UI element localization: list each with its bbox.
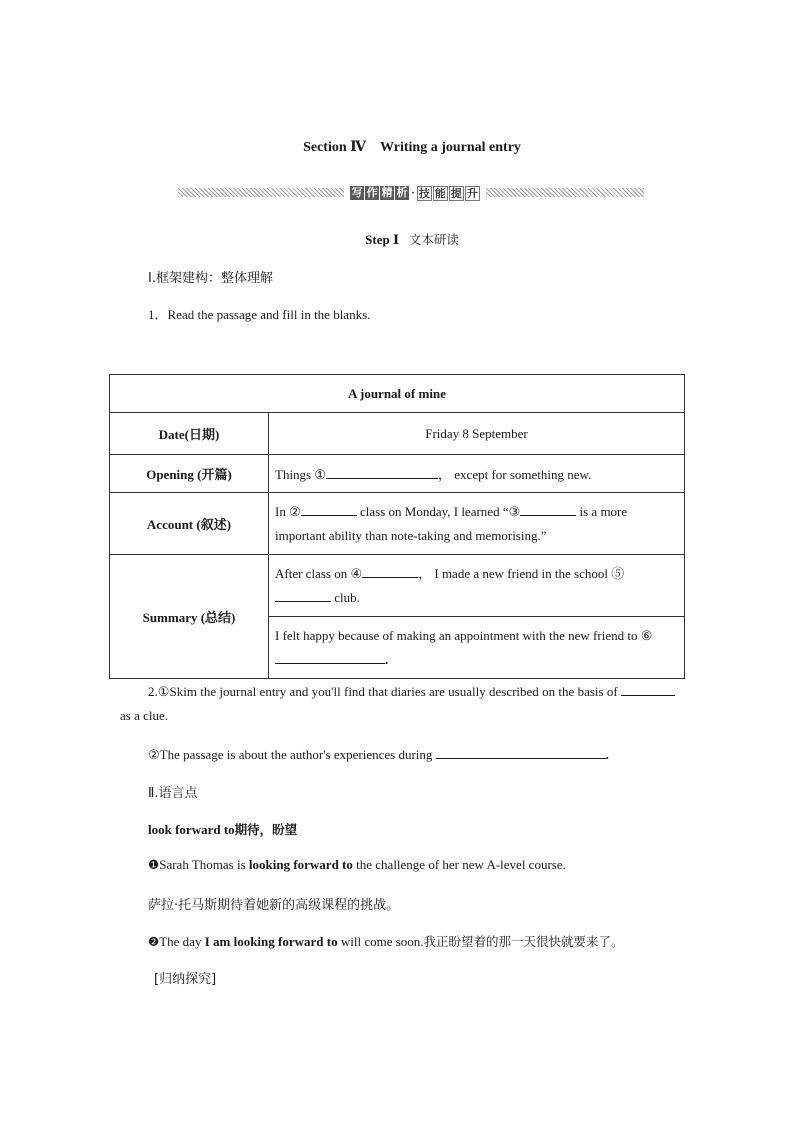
q2-text-d: .: [605, 747, 609, 762]
step-text: 文本研读: [408, 232, 459, 247]
part2-heading: Ⅱ.语言点: [148, 786, 198, 801]
banner-hatch-right: [486, 188, 644, 197]
banner-hatch-left: [178, 188, 344, 197]
blank-2[interactable]: [301, 503, 357, 516]
question-2-part-1: [120, 680, 675, 728]
row-content-summary-1: [269, 555, 685, 617]
example-1-post: the challenge of her new A-level course.: [352, 857, 566, 872]
summary-text-a: After class on ④: [275, 565, 363, 581]
q2-text-a: 2.①Skim the journal entry and you'll find that diaries are usually described on the basis of: [148, 684, 618, 699]
row-label-date: [110, 413, 269, 455]
row-content-account: [269, 493, 685, 555]
row-label-summary: Summary (总结): [110, 555, 269, 679]
summary-text-2a: I felt happy because of making an appointment with the new friend to ⑥: [275, 627, 653, 643]
summary-tag: [归纳探究]: [154, 972, 217, 987]
blank-q2-2[interactable]: [436, 746, 606, 759]
banner-char: 升: [466, 186, 478, 200]
account-text-a: In ②: [275, 503, 301, 519]
banner-char: 作: [366, 186, 378, 199]
example-1-translation: 萨拉·托马斯期待着她新的高级课程的挑战。: [148, 898, 400, 913]
row-label-account: Account (叙述): [110, 493, 269, 555]
blank-4[interactable]: [362, 565, 418, 578]
section-banner: [178, 184, 644, 202]
example-1: [148, 857, 566, 873]
blank-3[interactable]: [520, 503, 576, 516]
example-2-pre: The day: [159, 934, 205, 949]
banner-char: 写: [351, 186, 363, 199]
question-1: 1．Read the passage and fill in the blanks.: [148, 307, 371, 322]
step-label: Step Ⅰ: [365, 232, 400, 247]
q2-text-b: as a clue.: [120, 708, 169, 723]
example-1-bold: looking forward to: [248, 857, 353, 872]
summary-text-2b: .: [385, 651, 389, 667]
banner-char: 析: [396, 186, 408, 199]
blank-6[interactable]: [275, 651, 385, 664]
blank-5[interactable]: [275, 589, 331, 602]
phrase-cn: 期待，盼望: [234, 822, 298, 837]
row-content-summary-2: [269, 617, 685, 679]
step-heading: [0, 230, 794, 248]
row-label-opening: Opening (开篇): [110, 455, 269, 493]
account-text-c: is a more important ability than note-taking and memorising.”: [275, 503, 628, 543]
section-title: Section Ⅳ Writing a journal entry: [303, 140, 521, 155]
phrase-en: look forward to: [148, 822, 235, 837]
part1-heading: Ⅰ.框架建构：整体理解: [148, 271, 273, 286]
phrase-line: [148, 820, 297, 838]
example-1-number: ❶: [148, 857, 160, 872]
q2-text-c: ②The passage is about the author's experiences during: [148, 747, 436, 762]
example-1-pre: Sarah Thomas is: [159, 857, 249, 872]
summary-text-b: ， I made a new friend in the school ⑤: [418, 565, 625, 581]
opening-text-b: ， except for something new.: [438, 467, 592, 482]
example-2-translation: 我正盼望着的那一天很快就要来了。: [423, 934, 624, 949]
example-2-bold: I am looking forward to: [204, 934, 338, 949]
example-2-number: ❷: [148, 934, 160, 949]
question-2-part-2: [148, 746, 609, 763]
banner-char: 精: [381, 186, 393, 199]
banner-dot: ·: [411, 187, 415, 199]
banner-label: [344, 184, 486, 202]
date-label: Date(日期): [158, 427, 220, 442]
row-content-date: Friday 8 September: [269, 413, 685, 455]
example-2-post: will come soon.: [337, 934, 424, 949]
account-text-b: class on Monday, I learned “③: [356, 503, 521, 519]
blank-1[interactable]: [326, 466, 438, 479]
banner-char: 提: [450, 186, 462, 200]
table-title: A journal of mine: [110, 375, 685, 413]
example-2: [148, 932, 624, 950]
blank-q2-1[interactable]: [621, 683, 675, 696]
summary-text-c: club.: [331, 589, 360, 605]
opening-text-a: Things ①: [275, 467, 327, 482]
journal-table: [109, 374, 685, 679]
banner-char: 技: [418, 186, 430, 200]
banner-char: 能: [434, 186, 446, 200]
row-content-opening: [269, 455, 685, 493]
